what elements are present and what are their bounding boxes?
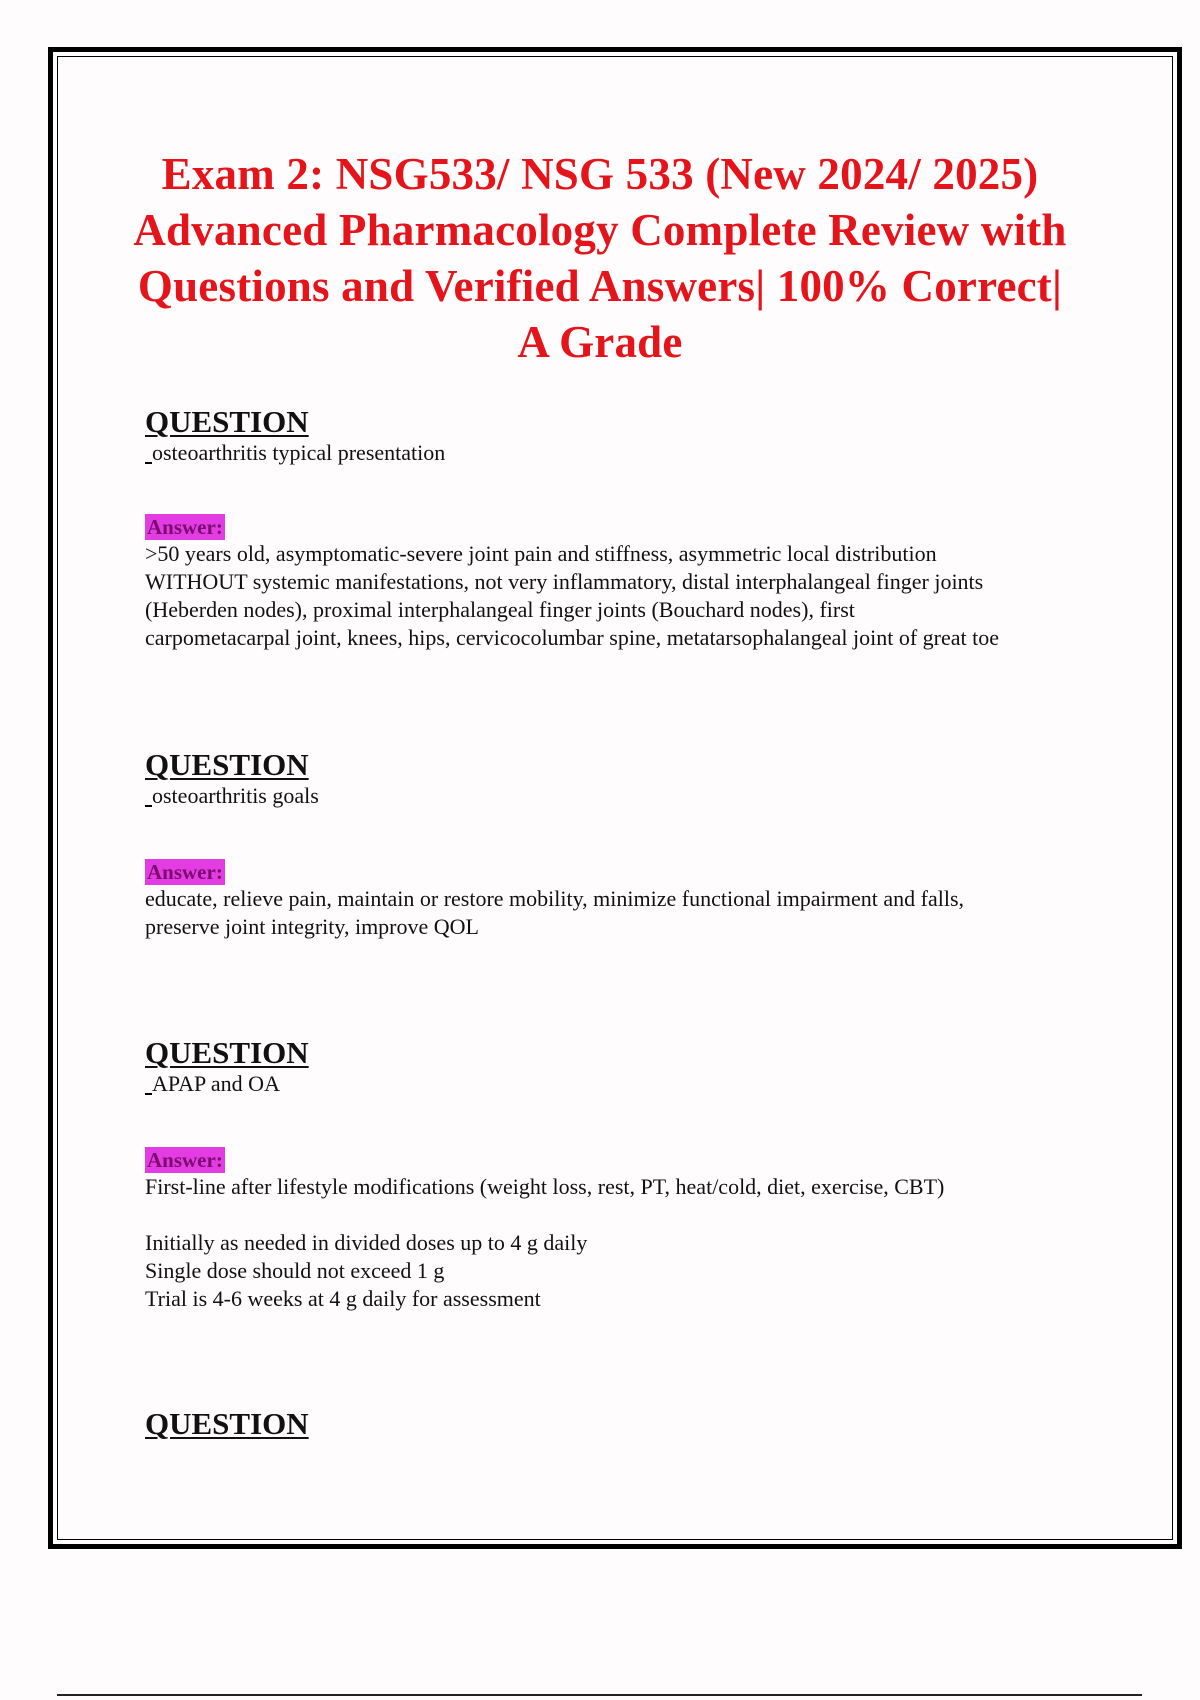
qa-item-3 [145,1036,1095,1313]
answer-line: educate, relieve pain, maintain or restore mobility, minimize functional impairment and falls, [145,886,965,911]
answer-text [145,885,1095,941]
answer-line: Trial is 4-6 weeks at 4 g daily for assessment [145,1286,541,1311]
question-text: osteoarthritis typical presentation [145,439,1095,466]
question-heading: QUESTION [145,747,309,782]
answer-line: >50 years old, asymptomatic-severe joint pain and stiffness, asymmetric local distribution [145,541,937,566]
question-heading: QUESTION [145,1406,309,1441]
answer-label: Answer: [147,515,223,539]
question-heading: QUESTION [145,404,309,439]
answer-line: carpometacarpal joint, knees, hips, cervicocolumbar spine, metatarsophalangeal joint of great toe [145,625,1000,650]
qa-item-4 [145,1407,1095,1441]
answer-line: preserve joint integrity, improve QOL [145,914,479,939]
answer-text [145,540,1095,652]
qa-item-1 [145,405,1095,652]
answer-line: First-line after lifestyle modifications (weight loss, rest, PT, heat/cold, diet, exercise, CBT) [145,1174,945,1199]
question-text: APAP and OA [145,1070,1095,1097]
answer-label: Answer: [147,1148,223,1172]
answer-label: Answer: [147,860,223,884]
document-title: Exam 2: NSG533/ NSG 533 (New 2024/ 2025) Advanced Pharmacology Complete Review with Questions and Verified Answers| 100% Correct| A Grade [133,149,1067,367]
question-heading: QUESTION [145,1035,309,1070]
answer-line: (Heberden nodes), proximal interphalangeal finger joints (Bouchard nodes), first [145,597,855,622]
answer-line: Single dose should not exceed 1 g [145,1258,445,1283]
answer-line: Initially as needed in divided doses up to 4 g daily [145,1230,588,1255]
question-text: osteoarthritis goals [145,782,1095,809]
answer-blank-line [145,1201,1095,1229]
footer-rule [57,1694,1142,1696]
qa-item-2 [145,748,1095,941]
answer-line: WITHOUT systemic manifestations, not very inflammatory, distal interphalangeal finger joints [145,569,984,594]
answer-text [145,1173,1095,1313]
